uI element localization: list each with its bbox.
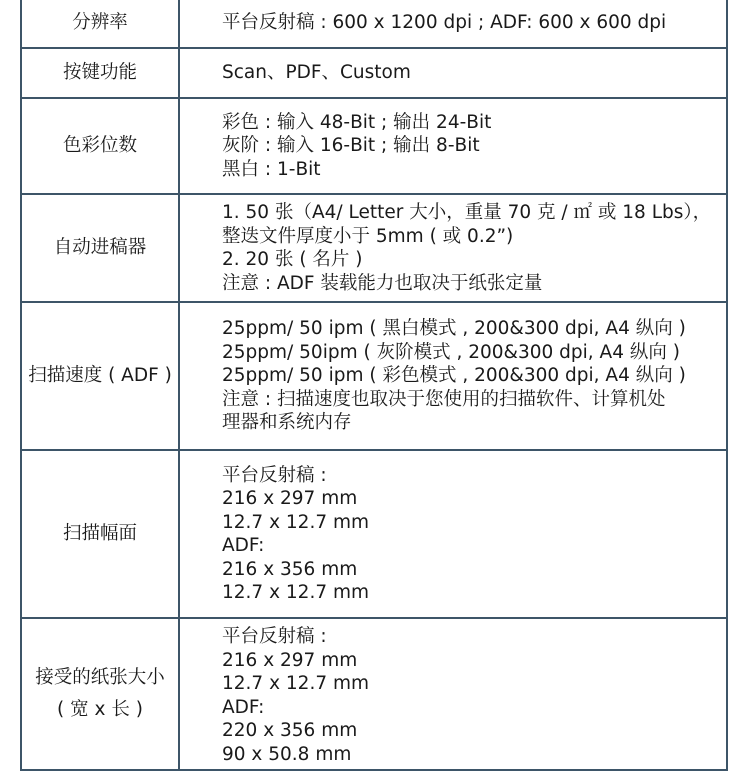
spec-row-resolution <box>21 0 727 48</box>
spec-row-paper-size <box>21 618 727 770</box>
spec-label <box>21 0 179 48</box>
spec-table <box>20 0 728 771</box>
spec-value-line: 平台反射稿 : <box>222 626 327 647</box>
spec-label <box>21 302 179 450</box>
spec-value <box>179 618 727 770</box>
spec-value-line: 12.7 x 12.7 mm <box>222 582 370 603</box>
spec-value-line: 90 x 50.8 mm <box>222 743 352 765</box>
spec-value-line: 整迭文件厚度小于 5mm ( 或 0.2”) <box>222 225 514 247</box>
spec-value-line: 25ppm/ 50 ipm ( 彩色模式 , 200&300 dpi, A4 纵向 ) <box>222 365 686 387</box>
spec-label-text: 分辨率 <box>72 12 128 33</box>
spec-value-line: 25ppm/ 50 ipm ( 黑白模式 , 200&300 dpi, A4 纵向 ) <box>222 318 686 340</box>
spec-value-line: Scan、PDF、Custom <box>222 62 411 84</box>
spec-label-text: 扫描幅面 <box>62 523 137 544</box>
spec-value-line: 彩色 : 输入 48-Bit ; 输出 24-Bit <box>222 111 492 133</box>
spec-value-line: 理器和系统内存 <box>222 412 352 434</box>
spec-value <box>179 0 727 48</box>
spec-label <box>21 194 179 302</box>
spec-label <box>21 98 179 194</box>
spec-label-text: 接受的纸张大小 <box>35 667 165 688</box>
spec-value-line: 1. 50 张（A4/ Letter 大小，重量 70 克 / ㎡ 或 18 Lbs）， <box>222 202 712 223</box>
spec-value <box>179 302 727 450</box>
spec-value-line: 12.7 x 12.7 mm <box>222 511 370 533</box>
spec-value-line: 注意 : ADF 装载能力也取决于纸张定量 <box>222 272 543 294</box>
spec-label <box>21 618 179 770</box>
spec-label <box>21 450 179 618</box>
spec-value-line: ADF: <box>222 696 265 718</box>
spec-row-adf <box>21 194 727 302</box>
spec-row-scan-speed <box>21 302 727 450</box>
spec-row-color-depth <box>21 98 727 194</box>
spec-value-line: 注意 : 扫描速度也取决于您使用的扫描软件、计算机处 <box>222 388 666 410</box>
spec-value-line: 灰阶 : 输入 16-Bit ; 输出 8-Bit <box>222 135 480 157</box>
spec-label-text: 扫描速度 ( ADF ) <box>28 365 172 386</box>
spec-value-line: 25ppm/ 50ipm ( 灰阶模式 , 200&300 dpi, A4 纵向 ) <box>222 341 680 363</box>
spec-value-line: ADF: <box>222 535 265 556</box>
spec-label-text: 色彩位数 <box>62 135 137 156</box>
spec-value <box>179 48 727 98</box>
spec-label-text: 自动进稿器 <box>53 237 147 258</box>
spec-label-text: ( 宽 x 长 ) <box>57 699 143 720</box>
spec-row-scan-area <box>21 450 727 618</box>
spec-value-line: 2. 20 张 ( 名片 ) <box>222 249 363 270</box>
spec-value <box>179 194 727 302</box>
spec-value-line: 黑白 : 1-Bit <box>222 158 321 180</box>
spec-value-line: 216 x 297 mm <box>222 488 358 509</box>
spec-value-line: 216 x 356 mm <box>222 558 358 580</box>
spec-row-buttons <box>21 48 727 98</box>
spec-label <box>21 48 179 98</box>
spec-value-line: 216 x 297 mm <box>222 649 358 671</box>
spec-value-line: 12.7 x 12.7 mm <box>222 673 370 694</box>
spec-value-line: 平台反射稿 : <box>222 464 327 486</box>
spec-value-line: 220 x 356 mm <box>222 720 358 741</box>
spec-label-text: 按键功能 <box>62 62 137 83</box>
spec-value-line: 平台反射稿 : 600 x 1200 dpi ; ADF: 600 x 600 dpi <box>222 12 667 34</box>
spec-value <box>179 450 727 618</box>
spec-value <box>179 98 727 194</box>
